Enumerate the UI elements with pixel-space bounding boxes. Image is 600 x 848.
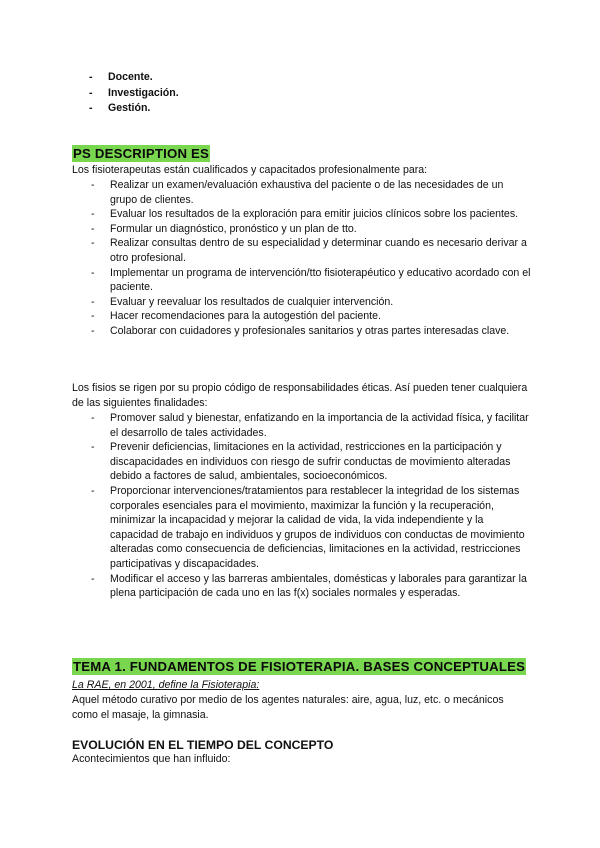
list-item (89, 86, 569, 102)
list-item-text: Proporcionar intervenciones/tratamientos para restablecer la integridad de los sistemas corporales esenciales para el movimiento, maximizar la función y la recuperación, minimizar la incapacidad y mejorar la calidad de vida, la vida independiente y la capacidad de trabajo en individuos y grupos de individuos con conductas de movimiento alteradas como consecuencia de deficiencias, limitaciones en la actividad, restricciones participativas y discapacidades. (110, 484, 525, 570)
list-item (91, 266, 531, 295)
list-item-text: Prevenir deficiencias, limitaciones en la actividad, restricciones en la participación y discapacidades en individuos con riesgo de sufrir conductas de movimiento alteradas debido a factores de salud, ambientales, socioeconómicos. (110, 441, 511, 483)
list-item (91, 324, 531, 339)
dash-bullet: - (91, 222, 95, 235)
section-heading-descriptions: PS DESCRIPTION ES (73, 146, 210, 161)
dash-bullet: - (89, 102, 93, 114)
list-item-text: Implementar un programa de intervención/tto fisioterapéutico y educativo acordado con el paciente. (110, 266, 531, 294)
list-item-text: Colaborar con cuidadores y profesionales sanitarios y otras partes interesadas clave. (110, 324, 510, 337)
list-item-text: Promover salud y bienestar, enfatizando en la importancia de la actividad física, y facilitar el desarrollo de tales actividades. (110, 412, 529, 439)
ethics-list (91, 411, 531, 601)
dash-bullet: - (89, 86, 93, 99)
ethics-intro: Los fisios se rigen por su propio código de responsabilidades éticas. Así pueden tener cualquiera de las siguientes finalidades: (72, 382, 528, 409)
evolucion-text: Acontecimientos que han influido: (72, 753, 231, 765)
dash-bullet: - (91, 441, 95, 454)
dash-bullet: - (91, 266, 95, 279)
list-item-text: Docente. (108, 71, 153, 83)
list-item (91, 236, 531, 265)
descriptions-intro: Los fisioterapeutas están cualificados y capacitados profesionalmente para: (72, 164, 428, 176)
dash-bullet: - (89, 71, 93, 83)
list-item-text: Realizar consultas dentro de su especialidad y determinar cuando es necesario derivar a otro profesional. (110, 237, 527, 264)
dash-bullet: - (91, 412, 95, 424)
list-item (91, 222, 531, 237)
descriptions-list (91, 178, 531, 339)
dash-bullet: - (91, 572, 95, 585)
list-item (91, 484, 531, 572)
list-item (91, 411, 531, 440)
list-item-text: Investigación. (108, 86, 179, 99)
list-item-text: Evaluar los resultados de la exploración para emitir juicios clínicos sobre los pacientes. (110, 208, 519, 221)
dash-bullet: - (91, 295, 95, 308)
definition-text: Aquel método curativo por medio de los agentes naturales: aire, agua, luz, etc. o mecánicos como el masaje, la gimnasia. (72, 694, 504, 721)
list-item-text: Evaluar y reevaluar los resultados de cualquier intervención. (110, 295, 394, 308)
list-item (91, 572, 531, 601)
dash-bullet: - (91, 179, 95, 191)
list-item (91, 295, 531, 310)
list-item (91, 440, 531, 484)
list-item-text: Realizar un examen/evaluación exhaustiva del paciente o de las necesidades de un grupo de clientes. (110, 179, 504, 206)
list-item (89, 101, 569, 117)
list-item-text: Formular un diagnóstico, pronóstico y un plan de tto. (110, 222, 357, 235)
list-item (91, 309, 531, 324)
list-item-text: Hacer recomendaciones para la autogestión del paciente. (110, 310, 381, 323)
list-item (91, 178, 531, 207)
list-item (89, 70, 569, 86)
list-item-text: Gestión. (108, 102, 151, 114)
list-item (91, 207, 531, 222)
top-list (89, 70, 569, 117)
dash-bullet: - (91, 484, 95, 497)
dash-bullet: - (91, 324, 95, 337)
list-item-text: Modificar el acceso y las barreras ambientales, domésticas y laborales para garantizar la plena participación de cada uno en las f(x) sociales normales y esperadas. (110, 572, 527, 600)
section-heading-tema: TEMA 1. FUNDAMENTOS DE FISIOTERAPIA. BASES CONCEPTUALES (73, 659, 526, 674)
dash-bullet: - (91, 237, 95, 250)
definition-label: La RAE, en 2001, define la Fisioterapia: (72, 679, 260, 691)
dash-bullet: - (91, 310, 95, 323)
dash-bullet: - (91, 208, 95, 221)
section-heading-evolucion: EVOLUCIÓN EN EL TIEMPO DEL CONCEPTO (72, 738, 334, 752)
